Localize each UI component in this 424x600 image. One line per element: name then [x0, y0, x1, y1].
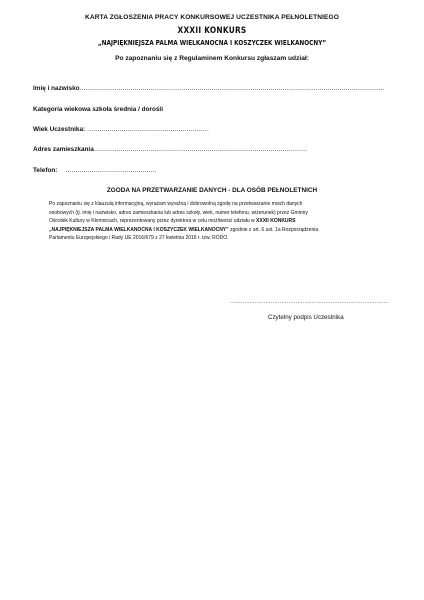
consent-line-1: Po zapoznaniu się z klauzulą informacyjną, wyrażam wyraźną i dobrowolną zgodę na przetwarzanie moich danych	[49, 201, 303, 207]
category-label: Kategoria wiekowa szkoła średnia / dorośli	[33, 106, 163, 113]
name-dotted-line: ……………………………………………………………………………………………………………………………………	[79, 85, 385, 92]
age-dotted-line: ……………………………………………………	[86, 126, 209, 133]
contest-number: XXXII KONKURS	[177, 26, 247, 36]
address-label: Adres zamieszkania	[33, 146, 94, 153]
phone-field[interactable]	[33, 167, 157, 174]
consent-line-4: „NAJPIĘKNIEJSZA PALMA WIELKANOCNA I KOSZYCZEK WIELKANOCNY” zgodnie z art. 6 ust. 1a Rozporządzenia	[49, 226, 319, 233]
intro-statement: Po zapoznaniu się z Regulaminem Konkursu zgłaszam udział:	[115, 55, 309, 62]
age-label: Wiek Uczestnika:	[33, 126, 86, 133]
signature-line[interactable]: ………………………………………………………………………………	[230, 299, 389, 305]
consent-contest-name: „NAJPIĘKNIEJSZA PALMA WIELKANOCNA I KOSZYCZEK WIELKANOCNY”	[49, 226, 229, 233]
address-field[interactable]	[33, 146, 307, 153]
consent-title: ZGODA NA PRZETWARZANIE DANYCH - DLA OSÓB PEŁNOLETNICH	[106, 187, 318, 194]
name-field[interactable]	[33, 85, 384, 92]
consent-line-3: Ośrodek Kultury w Kłomnicach, reprezentowany przez dyrektora w celu możliwości udziału w XXXII KONKURS	[49, 218, 296, 224]
consent-line-2: osobowych (tj. imię i nazwisko, adres zamieszkania lub adres szkoły, wiek, numer telefonu, wizerunek) przez Gminny	[49, 209, 308, 216]
signature-label: Czytelny podpis Uczestnika	[268, 314, 344, 321]
contest-name: „NAJPIĘKNIEJSZA PALMA WIELKANOCNA I KOSZYCZEK WIELKANOCNY”	[97, 38, 327, 47]
phone-label: Telefon:	[33, 167, 58, 174]
age-field[interactable]	[33, 126, 209, 133]
phone-dotted-line: ………………………………………	[65, 167, 157, 174]
category-field	[33, 106, 163, 113]
consent-line-5: Parlamentu Europejskiego i Rady UE 2016/679 z 27 kwietnia 2016 r. tzw. RODO.	[49, 235, 229, 241]
address-dotted-line: ……………………………………………………………………………………………	[93, 146, 307, 153]
name-label: Imię i nazwisko	[33, 85, 80, 92]
consent-clause	[49, 200, 389, 243]
consent-contest-number: XXXII KONKURS	[256, 218, 296, 224]
form-title: KARTA ZGŁOSZENIA PRACY KONKURSOWEJ UCZESTNIKA PEŁNOLETNIEGO	[84, 14, 340, 21]
